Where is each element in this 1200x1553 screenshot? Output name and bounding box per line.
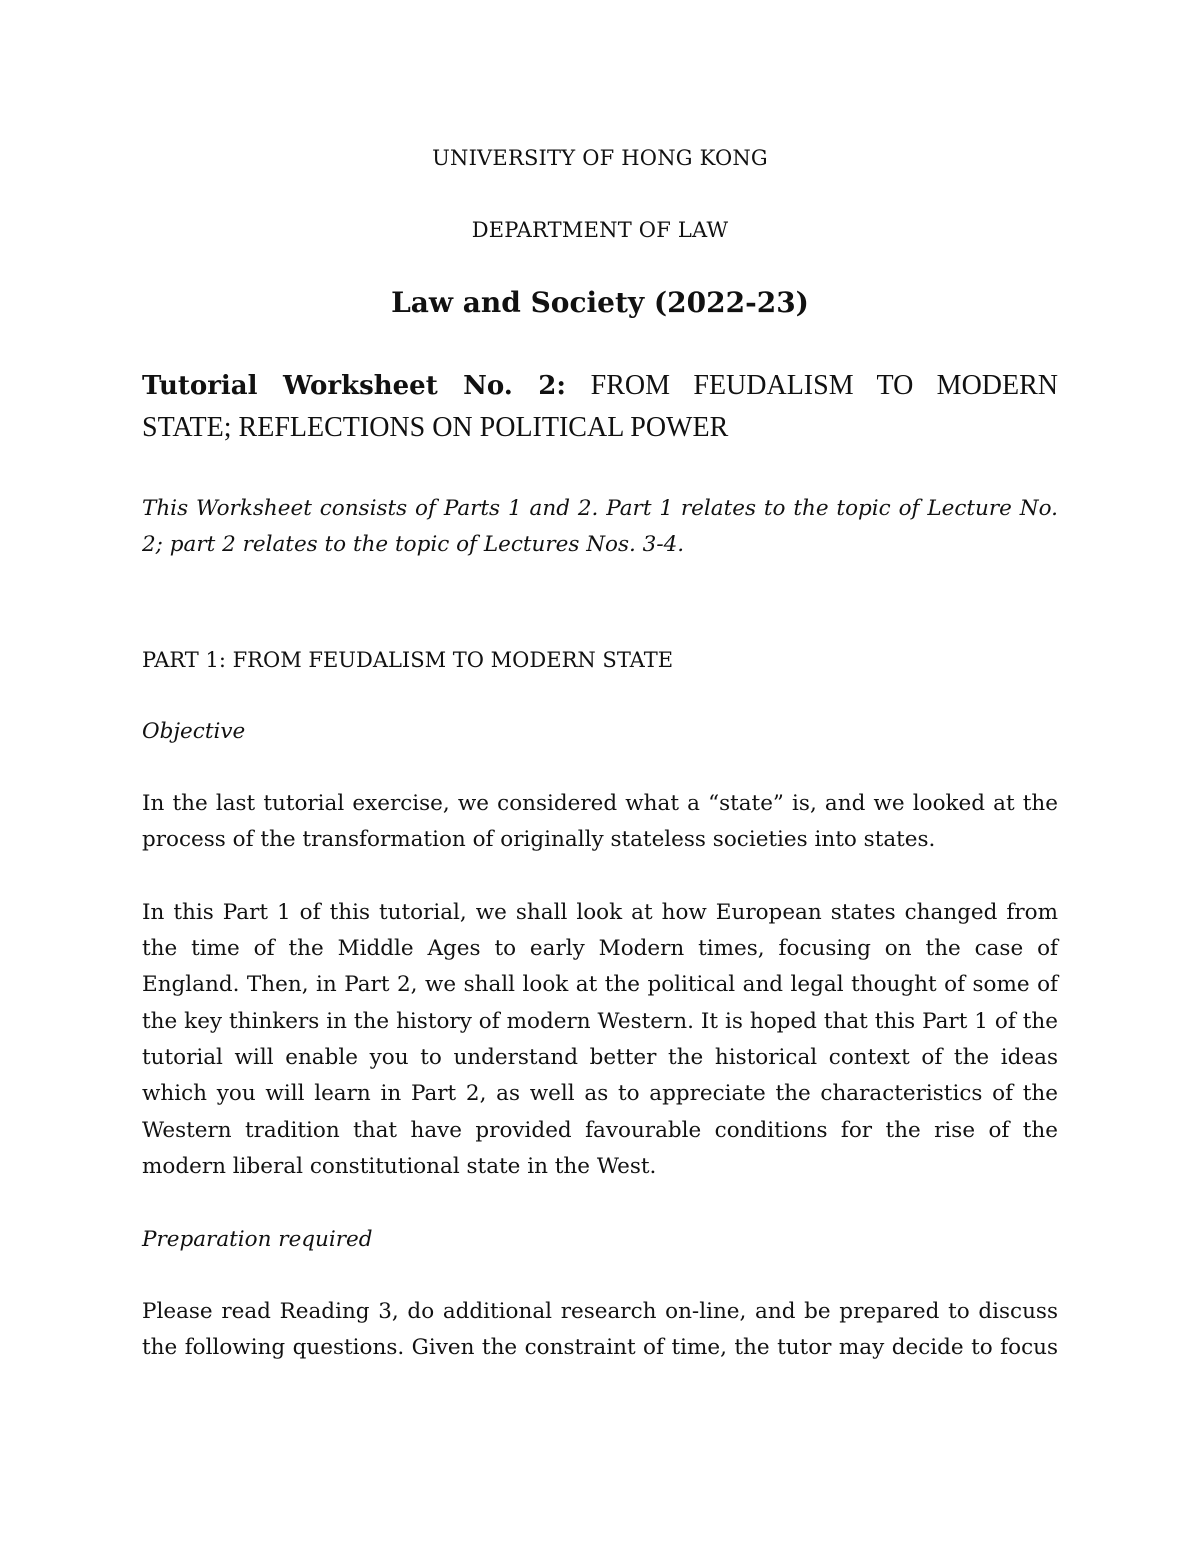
intro-note-line: 2; part 2 relates to the topic of Lectures Nos. 3-4.: [142, 532, 685, 557]
paragraph-line: In the last tutorial exercise, we considered what a “state” is, and we looked at the: [142, 791, 1058, 816]
paragraph-line: modern liberal constitutional state in the West.: [142, 1154, 657, 1179]
objective-heading: Objective: [142, 719, 246, 744]
worksheet-title-line-2: STATE; REFLECTIONS ON POLITICAL POWER: [142, 412, 729, 443]
preparation-heading: Preparation required: [142, 1227, 373, 1252]
paragraph-line: the key thinkers in the history of modern Western. It is hoped that this Part 1 of the: [142, 1009, 1058, 1034]
paragraph-line: the following questions. Given the constraint of time, the tutor may decide to focus: [142, 1335, 1058, 1360]
paragraph-line: England. Then, in Part 2, we shall look at the political and legal thought of some of: [142, 972, 1058, 997]
paragraph-line: the time of the Middle Ages to early Modern times, focusing on the case of: [142, 936, 1058, 961]
part-1-heading: PART 1: FROM FEUDALISM TO MODERN STATE: [142, 648, 674, 672]
paragraph-line: Western tradition that have provided favourable conditions for the rise of the: [142, 1118, 1058, 1143]
intro-note-line: This Worksheet consists of Parts 1 and 2. Part 1 relates to the topic of Lecture No.: [142, 496, 1058, 521]
paragraph-line: process of the transformation of originally stateless societies into states.: [142, 827, 936, 852]
worksheet-title-rest: FROM FEUDALISM TO MODERN: [590, 370, 1059, 401]
paragraph-line: In this Part 1 of this tutorial, we shall look at how European states changed from: [142, 900, 1058, 925]
department-name: DEPARTMENT OF LAW: [471, 218, 729, 242]
paragraph-line: which you will learn in Part 2, as well as to appreciate the characteristics of the: [142, 1081, 1058, 1106]
university-name: UNIVERSITY OF HONG KONG: [432, 146, 768, 170]
worksheet-title-line-1: [142, 369, 1058, 403]
paragraph-line: tutorial will enable you to understand better the historical context of the ideas: [142, 1045, 1058, 1070]
paragraph-line: Please read Reading 3, do additional research on-line, and be prepared to discuss: [142, 1299, 1058, 1324]
course-title: Law and Society (2022-23): [391, 286, 809, 319]
worksheet-number: Tutorial Worksheet No. 2:: [142, 371, 566, 401]
